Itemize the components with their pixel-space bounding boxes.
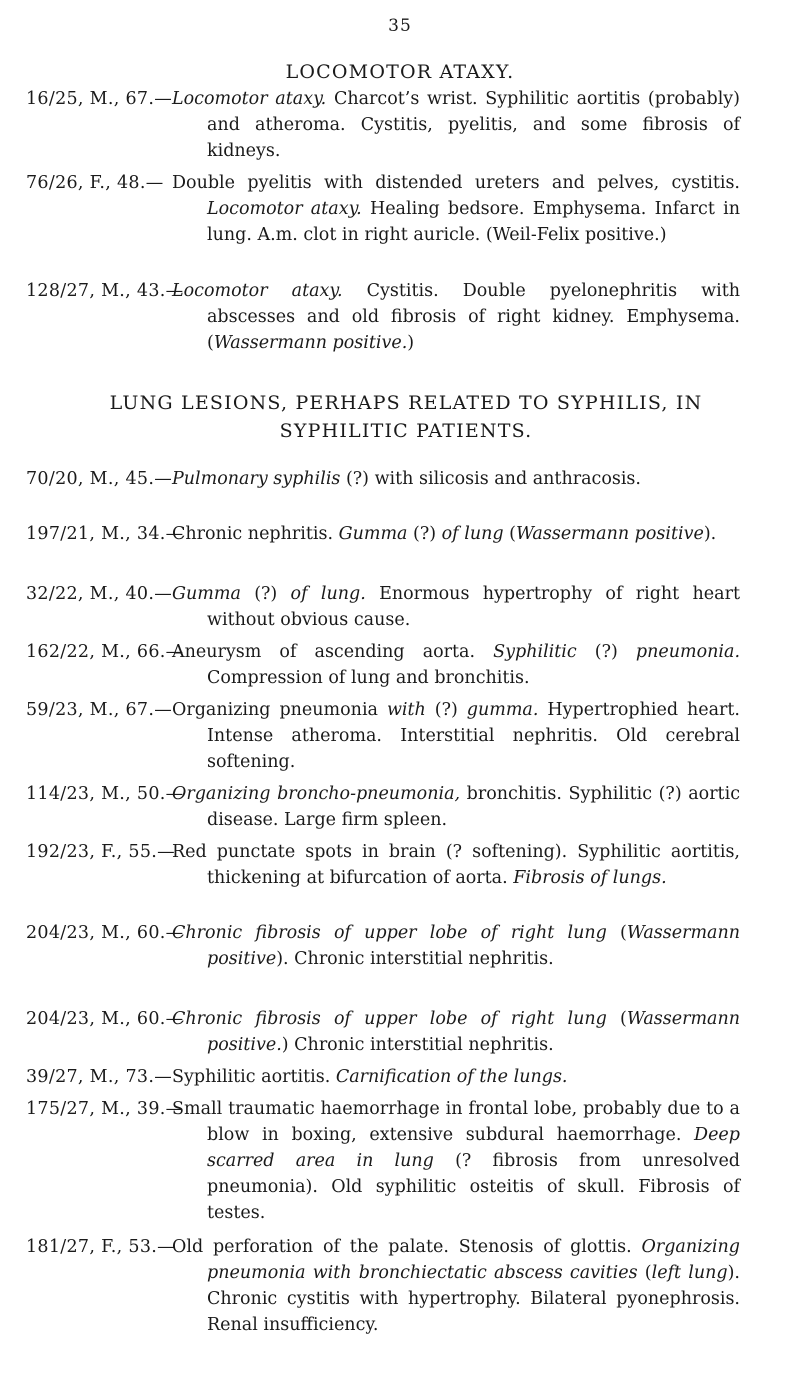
italic-text: Locomotor ataxy.: [172, 281, 343, 301]
case-reference: 204/23, M., 60.—: [26, 1009, 184, 1029]
text-run: (: [606, 1009, 627, 1029]
case-description: [172, 920, 740, 972]
text-run: (?): [240, 584, 291, 604]
italic-text: with: [386, 700, 426, 720]
case-entry: [0, 581, 770, 633]
text-run: Healing bedsore. Emphysema. Infarct in lung. A.m. clot in right auricle. (Weil-Felix positive.): [207, 199, 740, 245]
case-entry: [0, 521, 770, 547]
text-run: ): [407, 333, 415, 353]
case-entry: [0, 697, 770, 775]
case-entry: [0, 170, 770, 248]
case-entry: [0, 1064, 770, 1090]
case-reference: 162/22, M., 66.—: [26, 642, 184, 662]
case-entry: [0, 1234, 770, 1338]
text-run: (?) with silicosis and anthracosis.: [340, 469, 641, 489]
case-reference: 32/22, M., 40.—: [26, 584, 172, 604]
case-reference: 39/27, M., 73.—: [26, 1067, 172, 1087]
case-entry: [0, 639, 770, 691]
page-number: 35: [388, 16, 412, 36]
text-run: Cystitis. Double pyelonephritis with abscesses and old fibrosis of right kidney. Emphysema. (: [207, 281, 741, 353]
text-run: Small traumatic haemorrhage in frontal lobe, probably due to a blow in boxing, extensive subdural haemorrhage.: [172, 1099, 740, 1145]
text-run: (: [637, 1263, 652, 1283]
case-description: [172, 1006, 740, 1058]
italic-text: of lung.: [290, 584, 366, 604]
text-run: Compression of lung and bronchitis.: [207, 668, 530, 688]
text-run: (? fibrosis from unresolved pneumonia). Old syphilitic osteitis of skull. Fibrosis of testes.: [207, 1151, 740, 1223]
italic-text: Wassermann positive: [207, 923, 741, 969]
section-heading-locomotor-ataxy: LOCOMOTOR ATAXY.: [285, 61, 515, 83]
italic-text: Deep scarred area in lung: [207, 1125, 740, 1171]
case-description: [172, 278, 740, 356]
case-reference: 204/23, M., 60.—: [26, 923, 184, 943]
text-run: Syphilitic aortitis.: [172, 1067, 336, 1087]
case-description: [172, 581, 740, 633]
case-reference: 128/27, M., 43.—: [26, 281, 184, 301]
text-run: ) Chronic interstitial nephritis.: [281, 1035, 554, 1055]
case-entry: [0, 920, 770, 972]
text-run: ). Chronic cystitis with hypertrophy. Bilateral pyonephrosis. Renal insufficiency.: [207, 1263, 740, 1335]
case-entry: [0, 278, 770, 356]
case-description: [172, 639, 740, 691]
case-entry: [0, 781, 770, 833]
case-description: [172, 521, 740, 547]
text-run: (?): [576, 642, 636, 662]
case-reference: 197/21, M., 34.—: [26, 524, 184, 544]
case-description: [172, 697, 740, 775]
italic-text: Chronic fibrosis of upper lobe of right lung: [172, 1009, 607, 1029]
case-entry: [0, 86, 770, 164]
case-description: [172, 1064, 740, 1090]
text-run: Red punctate spots in brain (? softening). Syphilitic aortitis, thickening at bifurcation of aorta.: [172, 842, 740, 888]
italic-text: Locomotor ataxy.: [172, 89, 327, 109]
case-entry: [0, 839, 770, 891]
italic-text: of lung: [441, 524, 504, 544]
italic-text: Chronic fibrosis of upper lobe of right lung: [172, 923, 607, 943]
text-run: bronchitis. Syphilitic (?) aortic disease. Large firm spleen.: [207, 784, 740, 830]
italic-text: Wassermann positive.: [213, 333, 408, 353]
text-run: Double pyelitis with distended ureters and pelves, cystitis.: [172, 173, 740, 193]
italic-text: Locomotor ataxy.: [207, 199, 362, 219]
case-reference: 16/25, M., 67.—: [26, 89, 172, 109]
case-description: [172, 1096, 740, 1226]
case-reference: 70/20, M., 45.—: [26, 469, 172, 489]
italic-text: Wassermann positive: [515, 524, 704, 544]
italic-text: Pulmonary syphilis: [172, 469, 341, 489]
text-run: (: [606, 923, 627, 943]
case-reference: 181/27, F., 53.—: [26, 1237, 175, 1257]
text-run: Old perforation of the palate. Stenosis of glottis.: [172, 1237, 642, 1257]
italic-text: gumma.: [466, 700, 539, 720]
italic-text: pneumonia.: [635, 642, 741, 662]
case-description: [172, 1234, 740, 1338]
text-run: Charcot’s wrist. Syphilitic aortitis (probably) and atheroma. Cystitis, pyelitis, and some fibrosis of kidneys.: [207, 89, 741, 161]
text-run: (?): [407, 524, 442, 544]
text-run: ). Chronic interstitial nephritis.: [276, 949, 554, 969]
text-run: Chronic nephritis.: [172, 524, 339, 544]
italic-text: Fibrosis of lungs.: [513, 868, 667, 888]
text-run: ).: [703, 524, 717, 544]
case-reference: 175/27, M., 39.—: [26, 1099, 184, 1119]
case-reference: 76/26, F., 48.—: [26, 173, 164, 193]
case-reference: 192/23, F., 55.—: [26, 842, 175, 862]
case-reference: 114/23, M., 50.—: [26, 784, 184, 804]
text-run: Organizing pneumonia: [172, 700, 387, 720]
italic-text: Gumma: [338, 524, 408, 544]
case-description: [172, 781, 740, 833]
text-run: (: [503, 524, 516, 544]
italic-text: Carnification of the lungs.: [335, 1067, 568, 1087]
case-entry: [0, 1096, 770, 1226]
case-description: [172, 466, 740, 492]
case-description: [172, 839, 740, 891]
italic-text: Organizing broncho-pneumonia,: [172, 784, 461, 804]
text-run: Aneurysm of ascending aorta.: [172, 642, 494, 662]
text-run: Enormous hypertrophy of right heart without obvious cause.: [207, 584, 740, 630]
section-heading-lung-lesions: LUNG LESIONS, PERHAPS RELATED TO SYPHILIS, IN SYPHILITIC PATIENTS.: [109, 392, 703, 442]
italic-text: left lung: [651, 1263, 728, 1283]
italic-text: Organizing pneumonia with bronchiectatic abscess cavities: [207, 1237, 740, 1283]
italic-text: Syphilitic: [493, 642, 577, 662]
text-run: (?): [425, 700, 467, 720]
italic-text: Wassermann positive.: [207, 1009, 741, 1055]
italic-text: Gumma: [172, 584, 241, 604]
text-run: Hypertrophied heart. Intense atheroma. Interstitial nephritis. Old cerebral softening.: [207, 700, 740, 772]
case-description: [172, 86, 740, 164]
case-description: [172, 170, 740, 248]
case-entry: [0, 466, 770, 492]
case-entry: [0, 1006, 770, 1058]
case-reference: 59/23, M., 67.—: [26, 700, 172, 720]
